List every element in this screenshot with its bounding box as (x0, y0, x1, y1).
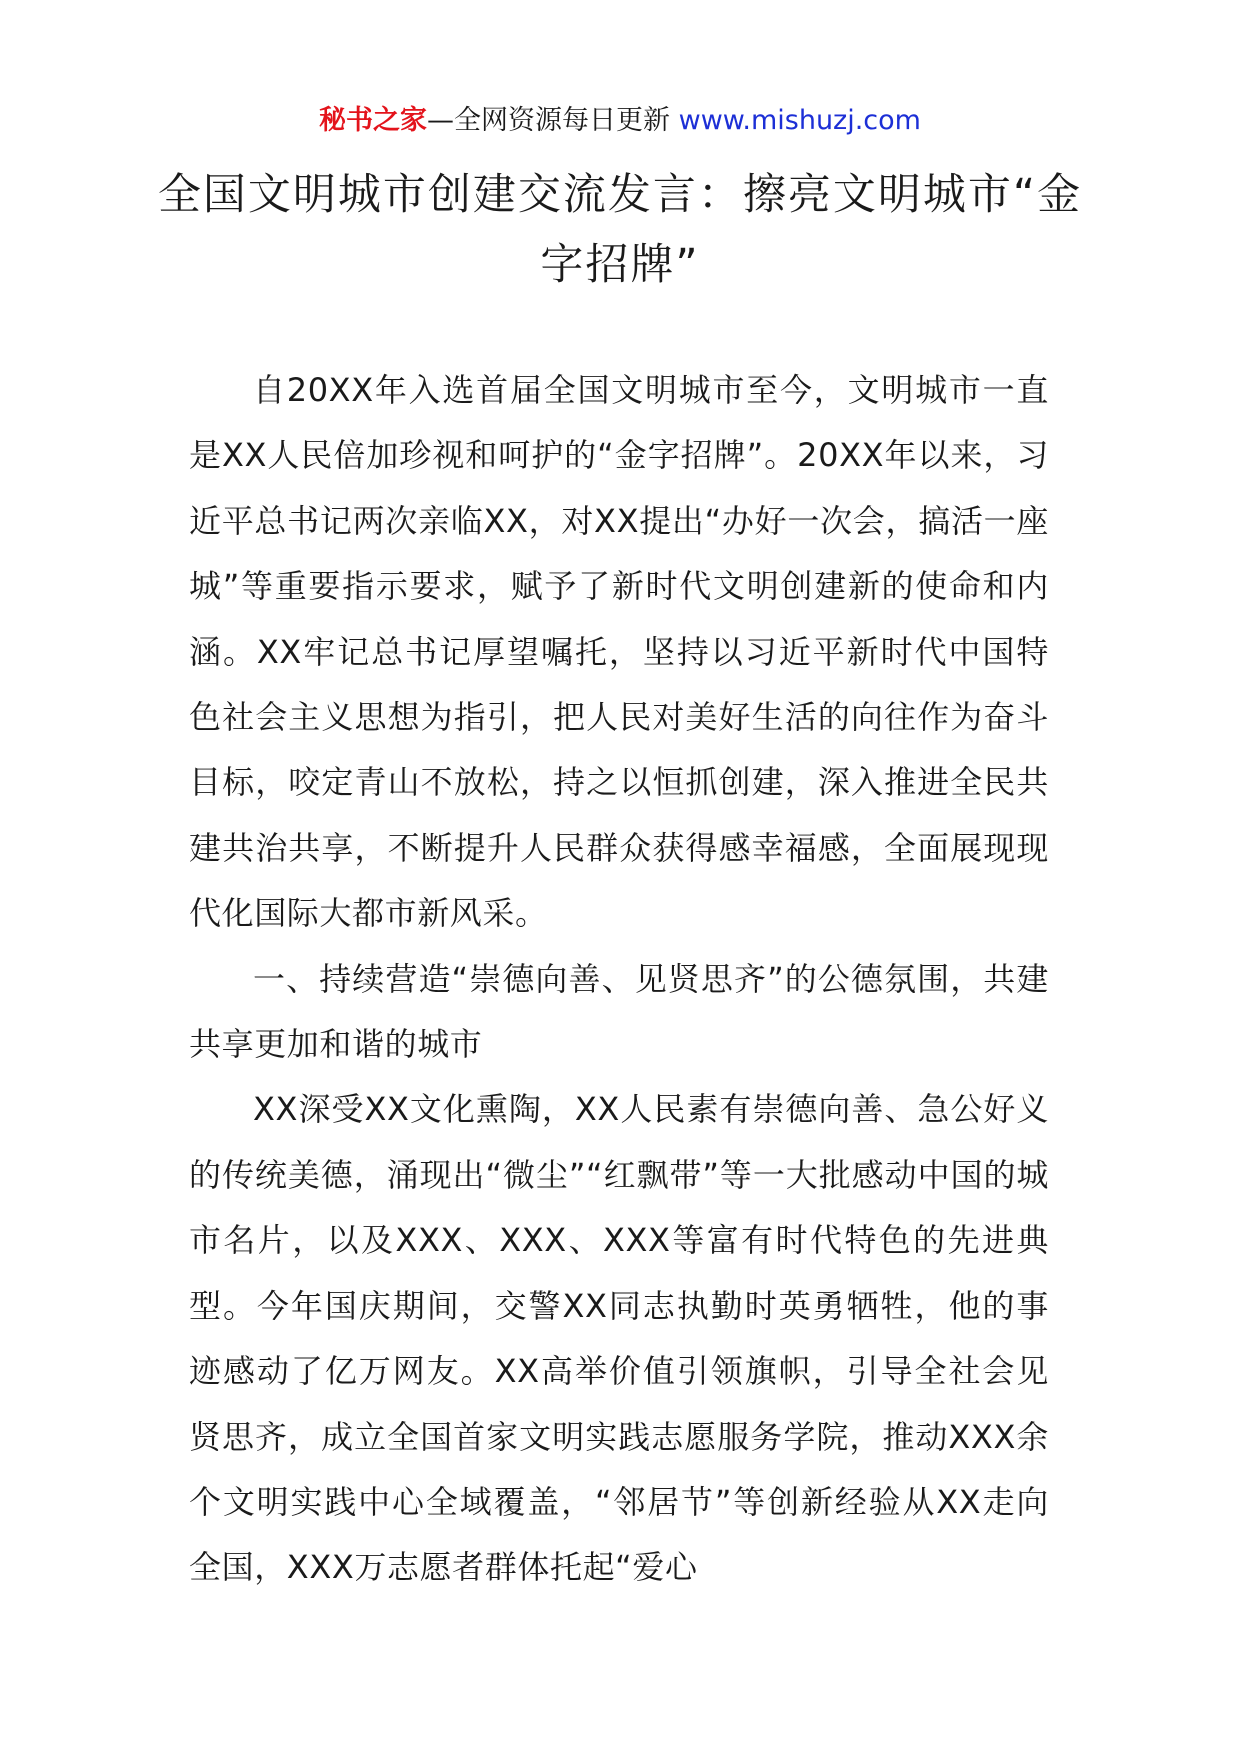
site-slogan: —全网资源每日更新 (427, 105, 671, 136)
section-heading: 一、持续营造“崇德向善、见贤思齐”的公德氛围，共建共享更加和谐的城市 (189, 959, 1049, 1064)
site-brand: 秘书之家 (319, 105, 428, 136)
body-paragraph: XX深受XX文化熏陶，XX人民素有崇德向善、急公好义的传统美德，涌现出“微尘”“红飘带”等一大批感动中国的城市名片，以及XXX、XXX、XXX等富有时代特色的先进典型。今年国庆期间，交警XX同志执勤时英勇牺牲，他的事迹感动了亿万网友。XX高举价值引领旗帜，引导全社会见贤思齐，成立全国首家文明实践志愿服务学院，推动XXX余个文明实践中心全域覆盖，“邻居节”等创新经验从XX走向全国，XXX万志愿者群体托起“爱心 (189, 1090, 1049, 1587)
site-url-link[interactable]: www.mishuzj.com (678, 105, 921, 136)
body-paragraph: 自20XX年入选首届全国文明城市至今，文明城市一直是XX人民倍加珍视和呵护的“金字招牌”。20XX年以来，习近平总书记两次亲临XX，对XX提出“办好一次会，搞活一座城”等重要指示要求，赋予了新时代文明创建新的使命和内涵。XX牢记总书记厚望嘱托，坚持以习近平新时代中国特色社会主义思想为指引，把人民对美好生活的向往作为奋斗目标，咬定青山不放松，持之以恒抓创建，深入推进全民共建共治共享，不断提升人民群众获得感幸福感，全面展现现代化国际大都市新风采。 (189, 371, 1049, 933)
document-body (189, 358, 1049, 1601)
document-title: 全国文明城市创建交流发言：擦亮文明城市“金字招牌” (157, 170, 1083, 290)
site-header (0, 101, 1240, 141)
